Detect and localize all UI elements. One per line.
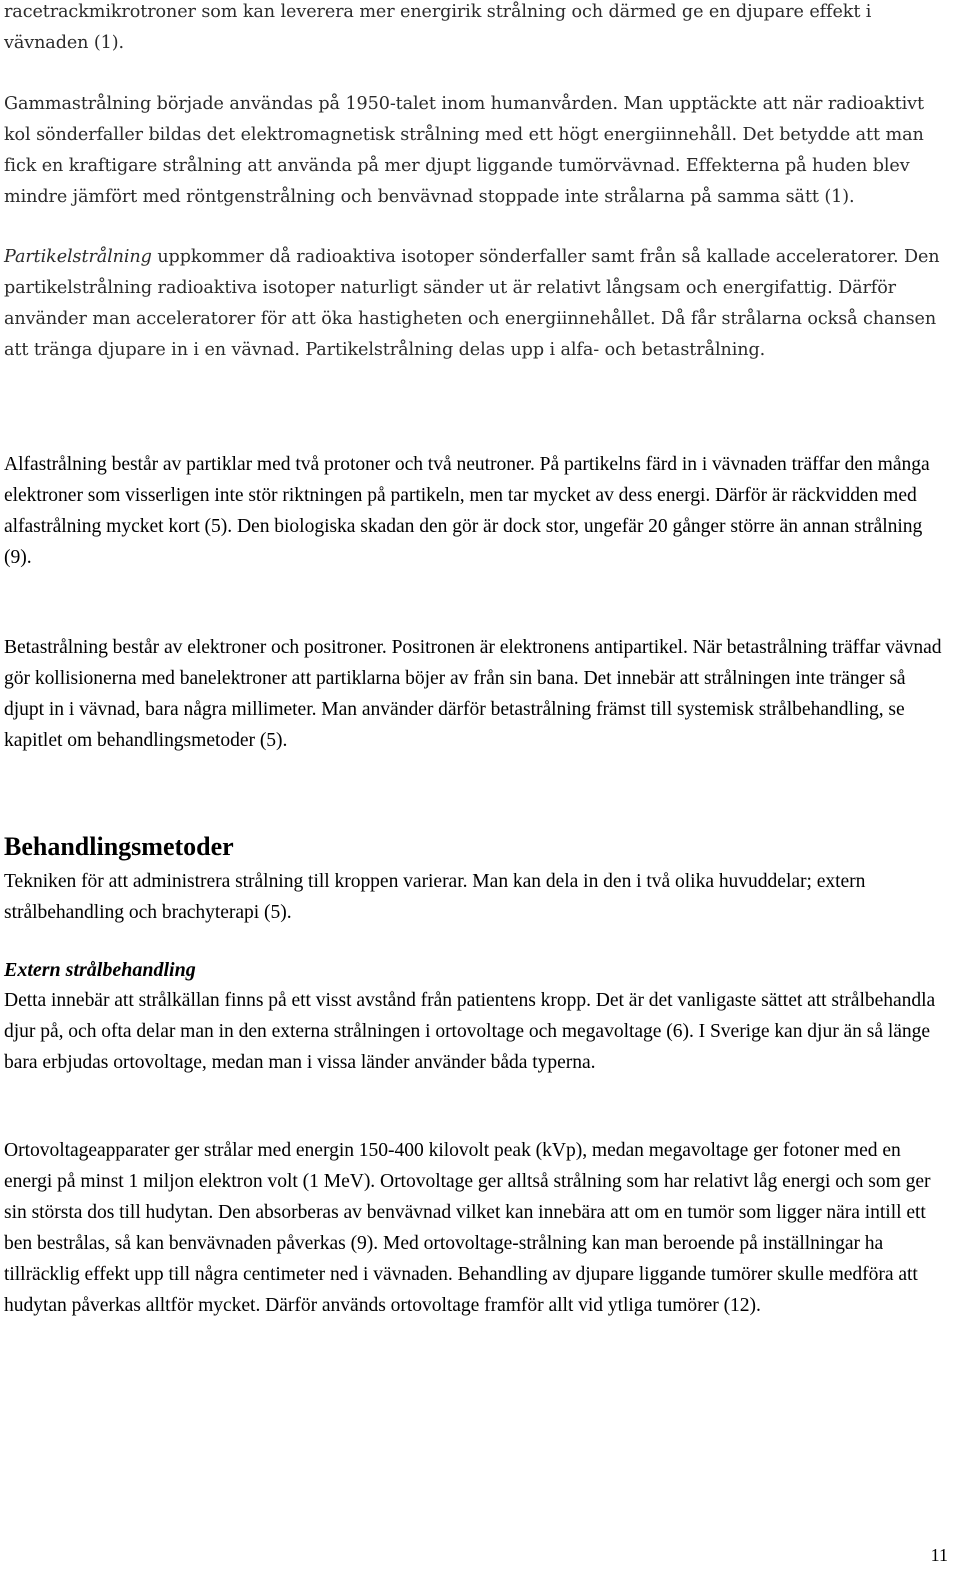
section-heading: Behandlingsmetoder xyxy=(4,832,234,861)
paragraph-alfastralning: Alfastrålning består av partiklar med två protoner och två neutroner. På partikelns färd in i vävnaden träffar den många elektroner som visserligen inte stör riktningen på partikeln, men tar mycket av dess energi. Därför är räckvidden med alfastrålning mycket kort (5). Den biologiska skadan den gör är dock stor, ungefär 20 gånger större än annan strålning (9). xyxy=(4,454,930,568)
term-partikelstralning: Partikelstrålning xyxy=(4,247,152,267)
paragraph-racetrack: racetrackmikrotroner som kan leverera mer energirik strålning och därmed ge en djupare effekt i vävnaden (1). xyxy=(4,2,872,53)
paragraph-gammastralning: Gammastrålning började användas på 1950-talet inom humanvården. Man upptäckte att när radioaktivt kol sönderfaller bildas det elektromagnetisk strålning med ett högt energiinnehåll. Det betydde att man fick en kraftigare strålning att använda på mer djupt liggande tumörvävnad. Effekterna på huden blev mindre jämfört med röntgenstrålning och benvävnad stoppade inte strålarna på samma sätt (1). xyxy=(4,94,924,207)
paragraph-partikelstralning-text: uppkommer då radioaktiva isotoper sönderfaller samt från så kallade acceleratorer. Den partikelstrålning radioaktiva isotoper naturligt sänder ut är relativt långsam och energifattig. Därför använder man acceleratorer för att öka hastigheten och energiinnehållet. Då får strålarna också chansen att tränga djupare in i en vävnad. Partikelstrålning delas upp i alfa- och betastrålning. xyxy=(4,247,940,360)
paragraph-partikelstralning xyxy=(4,242,949,366)
page-number: 11 xyxy=(930,1545,948,1565)
subsection-heading: Extern strålbehandling xyxy=(4,959,196,981)
paragraph-tekniken: Tekniken för att administrera strålning till kroppen varierar. Man kan dela in den i två olika huvuddelar; extern strålbehandling och brachyterapi (5). xyxy=(4,871,866,923)
paragraph-ortovoltage: Ortovoltageapparater ger strålar med energin 150-400 kilovolt peak (kVp), medan megavoltage ger fotoner med en energi på minst 1 miljon elektron volt (1 MeV). Ortovoltage ger alltså strålning som har relativt låg energi och som ger sin största dos till hudytan. Den absorberas av benvävnad vilket kan innebära att om en tumör som ligger nära intill ett ben bestrålas, så kan benvävnaden påverkas (9). Med ortovoltage-strålning kan man beroende på inställningar ha tillräcklig effekt upp till några centimeter ned i vävnaden. Behandling av djupare liggande tumörer skulle medföra att hudytan påverkas alltför mycket. Därför används ortovoltage framför allt vid ytliga tumörer (12). xyxy=(4,1140,931,1316)
paragraph-betastralning: Betastrålning består av elektroner och positroner. Positronen är elektronens antipartikel. När betastrålning träffar vävnad gör kollisionerna med banelektroner att partiklarna böjer av från sin bana. Det innebär att strålningen inte tränger så djupt in i vävnad, bara några millimeter. Man använder därför betastrålning främst till systemisk strålbehandling, se kapitlet om behandlingsmetoder (5). xyxy=(4,637,942,751)
paragraph-extern: Detta innebär att strålkällan finns på ett visst avstånd från patientens kropp. Det är det vanligaste sättet att strålbehandla djur på, och ofta delar man in den externa strålningen i ortovoltage och megavoltage (6). I Sverige kan djur än så länge bara erbjudas ortovoltage, medan man i vissa länder använder båda typerna. xyxy=(4,990,936,1073)
